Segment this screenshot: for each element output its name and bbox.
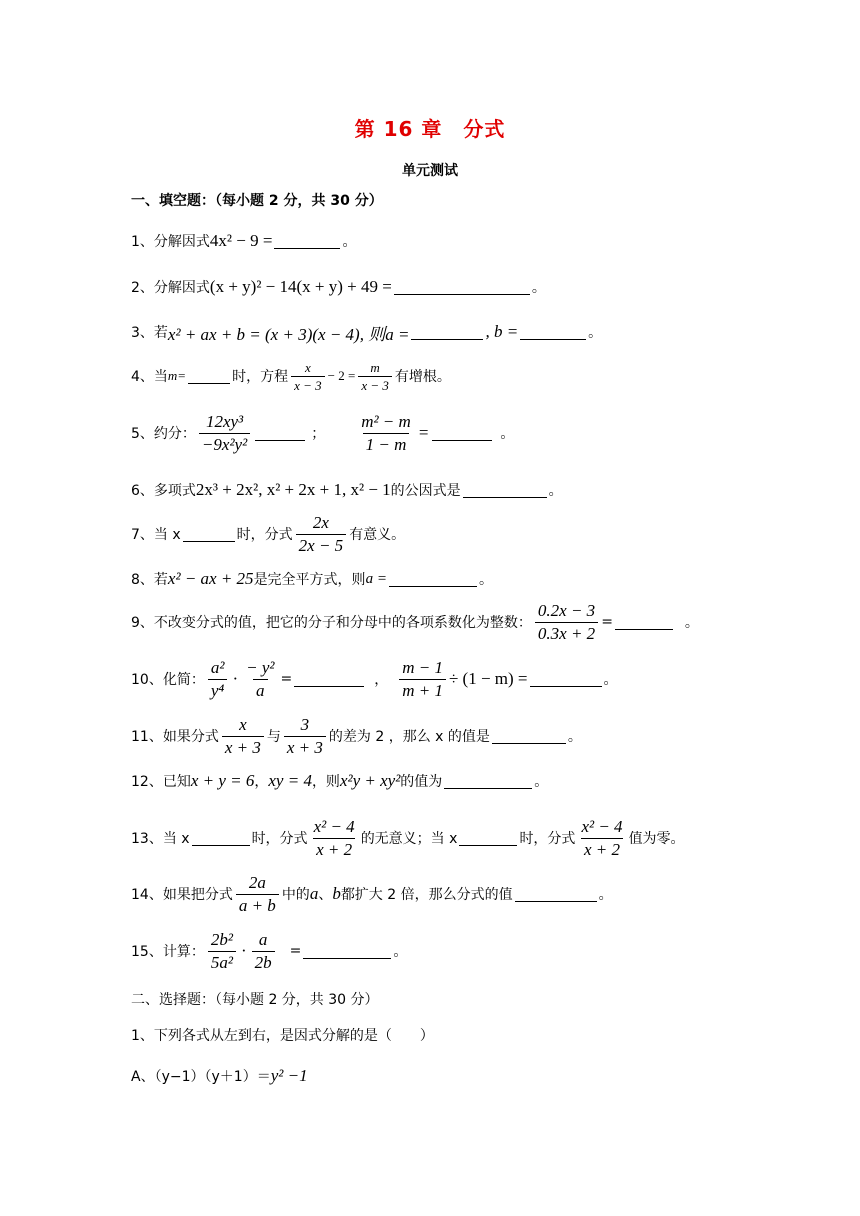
q11-end: 。 <box>567 729 582 745</box>
q3-answer-a-blank[interactable] <box>411 325 483 340</box>
fraction-numerator: x <box>239 714 247 734</box>
q7-end: 有意义。 <box>349 527 406 543</box>
q3-prefix: 3、若 <box>131 325 168 341</box>
q5-end: 。 <box>500 426 515 442</box>
q6-answer-blank[interactable] <box>463 483 547 498</box>
section-heading-choice <box>131 985 379 1013</box>
fraction-numerator: x² − 4 <box>581 816 623 836</box>
fraction-numerator: a <box>258 929 268 949</box>
q15-fraction-1 <box>208 929 236 974</box>
q5-answer-1-blank[interactable] <box>255 426 305 441</box>
q5-eq: = <box>418 423 429 442</box>
q13-text-3: 时，分式 <box>519 831 576 847</box>
q12-answer-blank[interactable] <box>444 774 532 789</box>
question-6 <box>131 476 563 504</box>
q4-var: m= <box>167 368 187 383</box>
section-heading-fill <box>131 186 383 214</box>
q1-end: 。 <box>342 234 357 250</box>
q4-text: 时，方程 <box>232 369 289 385</box>
q4-fraction-1 <box>291 359 325 394</box>
q2-expr: (x + y)² − 14(x + y) + 49 = <box>209 277 392 296</box>
q10-fraction-1 <box>208 657 228 702</box>
q8-var: a = <box>365 570 387 587</box>
question-3 <box>131 318 602 346</box>
question-7 <box>131 511 405 557</box>
q10-sep: ， <box>374 672 389 688</box>
q4-answer-blank[interactable] <box>188 369 230 384</box>
fraction-denominator: a + b <box>236 894 279 917</box>
q10-answer-2-blank[interactable] <box>530 672 602 687</box>
fraction-denominator: 5a² <box>208 951 236 974</box>
question-9 <box>131 597 699 647</box>
fraction-denominator: 2b <box>252 951 275 974</box>
q7-text: 时，分式 <box>236 527 293 543</box>
fraction-numerator: 2x <box>312 512 329 532</box>
q10-div: ÷ (1 − m) = <box>448 669 528 688</box>
fraction-denominator: −9x²y² <box>199 433 250 456</box>
question-11 <box>131 711 582 761</box>
page-title: 第 16 章 分式 <box>354 117 506 141</box>
q7-answer-blank[interactable] <box>183 527 235 542</box>
q2-prefix: 2、分解因式 <box>131 280 210 296</box>
mc1-option-a[interactable] <box>131 1062 308 1090</box>
q9-answer-blank[interactable] <box>615 615 673 630</box>
q4-prefix: 4、当 <box>131 369 168 385</box>
q14-end: 。 <box>598 887 613 903</box>
q12-expr-2: xy = 4 <box>268 771 312 790</box>
q11-answer-blank[interactable] <box>492 729 566 744</box>
q9-end: 。 <box>684 615 699 631</box>
q14-prefix: 14、如果把分式 <box>131 887 233 903</box>
q6-end: 。 <box>548 483 563 499</box>
q10-answer-1-blank[interactable] <box>294 672 364 687</box>
q3-mid: , b = <box>485 322 519 341</box>
fraction-numerator: m <box>370 359 380 375</box>
q6-expr: 2x³ + 2x², x² + 2x + 1, x² − 1 <box>195 480 391 499</box>
q7-prefix: 7、当 x <box>131 527 181 543</box>
q10-eq: = <box>280 671 293 687</box>
q11-fraction-1 <box>222 714 264 759</box>
q4-end: 有增根。 <box>394 369 451 385</box>
question-13 <box>131 812 685 864</box>
q7-fraction <box>296 512 347 557</box>
section1-heading: 一、填空题：（每小题 2 分，共 30 分） <box>131 193 383 209</box>
q1-answer-blank[interactable] <box>274 234 340 249</box>
fraction-numerator: 12xy³ <box>205 411 244 431</box>
question-2 <box>131 273 546 301</box>
q8-end: 。 <box>478 572 493 588</box>
q8-text: 是完全平方式，则 <box>253 572 366 588</box>
q10-fraction-3 <box>399 657 446 702</box>
q2-answer-blank[interactable] <box>394 280 530 295</box>
q8-expr: x² − ax + 25 <box>167 569 254 588</box>
q15-eq: = <box>289 943 302 959</box>
q4-mid: − 2 = <box>327 368 356 383</box>
fraction-numerator: a² <box>210 657 225 677</box>
mc1-option-a-label: A、（y−1）（y＋1）＝ <box>131 1069 271 1085</box>
q13-prefix: 13、当 x <box>131 831 190 847</box>
q13-answer-1-blank[interactable] <box>192 831 250 846</box>
q10-dot: · <box>232 669 239 688</box>
q10-prefix: 10、化简： <box>131 672 205 688</box>
q3-expr: x² + ax + b = (x + 3)(x − 4), 则a = <box>167 324 410 344</box>
q14-var-b: b <box>332 884 341 903</box>
q12-prefix: 12、已知 <box>131 774 191 790</box>
fraction-numerator: 3 <box>300 714 310 734</box>
fraction-numerator: 0.2x − 3 <box>537 600 596 620</box>
q1-prefix: 1、分解因式 <box>131 234 210 250</box>
q15-end: 。 <box>393 944 408 960</box>
question-1 <box>131 227 356 255</box>
q11-text-1: 与 <box>266 729 281 745</box>
fraction-numerator: m² − m <box>361 411 411 431</box>
q5-prefix: 5、约分： <box>131 426 196 442</box>
mc1-stem: 1、下列各式从左到右，是因式分解的是（ ） <box>131 1028 434 1044</box>
q5-sep: ； <box>311 426 326 442</box>
question-12 <box>131 767 548 795</box>
q14-answer-blank[interactable] <box>515 887 597 902</box>
question-5 <box>131 410 514 456</box>
q11-fraction-2 <box>284 714 326 759</box>
fraction-numerator: m − 1 <box>402 657 443 677</box>
q8-prefix: 8、若 <box>131 572 168 588</box>
q12-expr-1: x + y = 6 <box>190 771 255 790</box>
q15-prefix: 15、计算： <box>131 944 205 960</box>
q3-end: 。 <box>588 325 603 341</box>
q3-answer-b-blank[interactable] <box>520 325 586 340</box>
q5-fraction-2 <box>358 411 414 456</box>
question-14 <box>131 868 613 920</box>
q14-text-3: 都扩大 2 倍，那么分式的值 <box>340 887 513 903</box>
fraction-denominator: 1 − m <box>363 433 410 456</box>
q15-answer-blank[interactable] <box>303 944 391 959</box>
page-subtitle: 单元测试 <box>402 163 458 179</box>
fraction-numerator: x² − 4 <box>313 816 355 836</box>
q5-fraction-1 <box>199 411 250 456</box>
q12-expr-3: x²y + xy² <box>339 771 401 790</box>
fraction-denominator: x − 3 <box>291 376 325 394</box>
q9-eq: = <box>601 614 613 630</box>
fraction-denominator: a <box>253 679 268 702</box>
question-15 <box>131 925 407 977</box>
mc-question-1 <box>131 1021 434 1049</box>
fraction-denominator: 2x − 5 <box>296 534 347 557</box>
fraction-denominator: x + 2 <box>581 838 623 861</box>
question-10 <box>131 654 618 704</box>
fraction-numerator: 2a <box>248 872 266 892</box>
fraction-denominator: y⁴ <box>208 679 227 702</box>
q2-end: 。 <box>531 280 546 296</box>
q10-fraction-2 <box>243 657 277 702</box>
q15-fraction-2 <box>252 929 275 974</box>
q6-prefix: 6、多项式 <box>131 483 196 499</box>
q6-text: 的公因式是 <box>390 483 461 499</box>
q15-dot: · <box>240 941 247 960</box>
q13-text-1: 时，分式 <box>251 831 308 847</box>
q8-answer-blank[interactable] <box>389 572 477 587</box>
q10-end: 。 <box>603 672 618 688</box>
q14-text-2: 、 <box>318 887 333 903</box>
q13-end: 值为零。 <box>628 831 685 847</box>
mc1-option-a-math: y² −1 <box>270 1066 308 1085</box>
q1-expr: 4x² − 9 = <box>209 231 273 250</box>
fraction-denominator: 0.3x + 2 <box>535 622 598 645</box>
q9-prefix: 9、不改变分式的值，把它的分子和分母中的各项系数化为整数： <box>131 615 532 631</box>
question-4 <box>131 358 451 394</box>
q11-prefix: 11、如果分式 <box>131 729 219 745</box>
q14-var-a: a <box>309 884 319 903</box>
q12-sep: ， <box>254 774 269 790</box>
q13-fraction-2 <box>578 816 625 861</box>
fraction-denominator: m + 1 <box>399 679 446 702</box>
fraction-numerator: 2b² <box>210 929 233 949</box>
q12-text-2: 的值为 <box>400 774 443 790</box>
fraction-numerator: x <box>304 359 311 375</box>
q13-answer-2-blank[interactable] <box>459 831 517 846</box>
q9-fraction <box>535 600 598 645</box>
q5-answer-2-blank[interactable] <box>432 426 492 441</box>
fraction-denominator: x + 2 <box>313 838 355 861</box>
section2-heading: 二、选择题：（每小题 2 分，共 30 分） <box>131 992 379 1008</box>
q12-end: 。 <box>534 774 549 790</box>
fraction-denominator: x + 3 <box>222 736 264 759</box>
q11-text-2: 的差为 2 ，那么 x 的值是 <box>328 729 490 745</box>
q13-fraction-1 <box>311 816 358 861</box>
q14-text-1: 中的 <box>281 887 310 903</box>
q4-fraction-2 <box>358 359 392 394</box>
q12-text-1: ，则 <box>311 774 340 790</box>
fraction-denominator: x + 3 <box>284 736 326 759</box>
fraction-numerator: − y² <box>246 657 275 677</box>
question-8 <box>131 565 493 593</box>
fraction-denominator: x − 3 <box>358 376 392 394</box>
q14-fraction <box>236 872 279 917</box>
q13-text-2: 的无意义；当 x <box>360 831 458 847</box>
